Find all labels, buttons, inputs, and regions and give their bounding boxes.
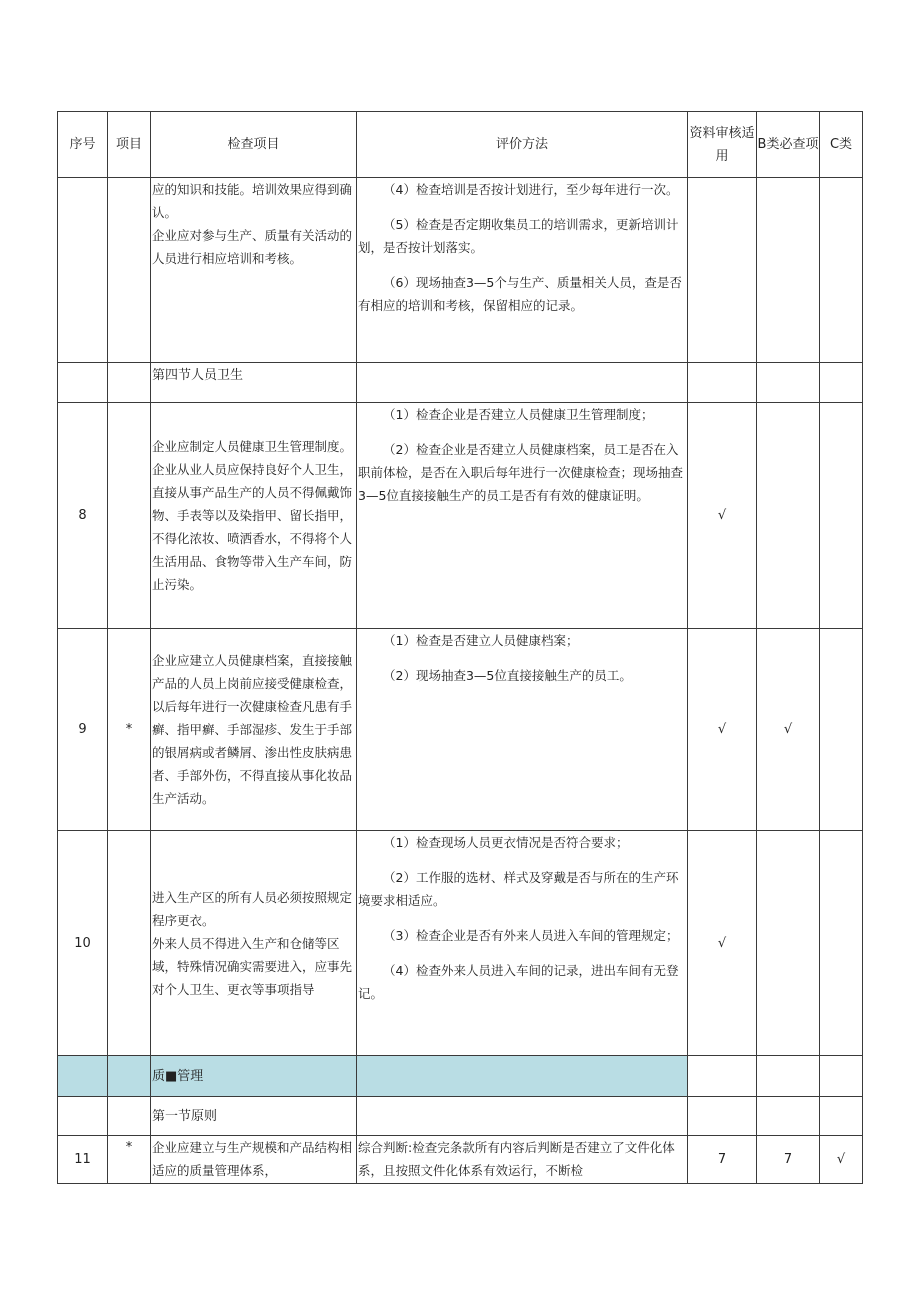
method-cell: （1）检查企业是否建立人员健康卫生管理制度； （2）检查企业是否建立人员健康档案，员工是否在入职前体检，是否在入职后每年进行一次健康检查；现场抽查3—5位直接接触生产的员工是否有有效的健康证明。 bbox=[357, 403, 688, 629]
method-cell: （1）检查现场人员更衣情况是否符合要求； （2）工作服的选材、样式及穿戴是否与所在的生产环境要求相适应。 （3）检查企业是否有外来人员进入车间的管理规定； （4）检查外来人员进入车间的记录，进出车间有无登记。 bbox=[357, 831, 688, 1056]
seq-cell: 11 bbox=[58, 1136, 108, 1184]
inspection-table bbox=[57, 111, 863, 1184]
header-row bbox=[58, 112, 863, 178]
doc-review-check: √ bbox=[688, 629, 757, 831]
key-item-star: * bbox=[108, 629, 151, 831]
doc-review-check: √ bbox=[688, 403, 757, 629]
header-check-item: 检查项目 bbox=[151, 112, 357, 178]
section-title: 第四节人员卫生 bbox=[151, 363, 357, 403]
section-title: 第一节原则 bbox=[151, 1097, 357, 1136]
doc-review-value: 7 bbox=[688, 1136, 757, 1184]
table-row bbox=[58, 403, 863, 629]
b-required-value: 7 bbox=[757, 1136, 820, 1184]
key-item-star: * bbox=[108, 1136, 151, 1184]
seq-cell: 9 bbox=[58, 629, 108, 831]
method-cell: （4）检查培训是否按计划进行，至少每年进行一次。 （5）检查是否定期收集员工的培训需求，更新培训计划，是否按计划落实。 （6）现场抽查3—5个与生产、质量相关人员，查是否有相应的培训和考核，保留相应的记录。 bbox=[357, 178, 688, 363]
method-cell: 综合判断:检查完条款所有内容后判断是否建立了文件化体系，且按照文件化体系有效运行，不断检 bbox=[357, 1136, 688, 1184]
table-row bbox=[58, 1136, 863, 1184]
chapter-row bbox=[58, 1056, 863, 1097]
doc-review-check: √ bbox=[688, 831, 757, 1056]
chapter-title: 质■管理 bbox=[151, 1056, 357, 1097]
check-item-cell: 企业应建立与生产规模和产品结构相适应的质量管理体系， bbox=[151, 1136, 357, 1184]
check-item-cell: 企业应建立人员健康档案，直接接触产品的人员上岗前应接受健康检查，以后每年进行一次健康检查凡患有手癣、指甲癣、手部湿疹、发生于手部的银屑病或者鳞屑、渗出性皮肤病患者、手部外伤，不得直接从事化妆品生产活动。 bbox=[151, 629, 357, 831]
check-item-cell: 企业应制定人员健康卫生管理制度。 企业从业人员应保持良好个人卫生，直接从事产品生产的人员不得佩戴饰物、手表等以及染指甲、留长指甲，不得化浓妆、喷洒香水，不得将个人生活用品、食物等带入生产车间，防止污染。 bbox=[151, 403, 357, 629]
c-class-check: √ bbox=[820, 1136, 863, 1184]
table-row bbox=[58, 629, 863, 831]
check-item-cell: 进入生产区的所有人员必须按照规定程序更衣。 外来人员不得进入生产和仓储等区域，特殊情况确实需要进入，应事先对个人卫生、更衣等事项指导 bbox=[151, 831, 357, 1056]
b-required-check: √ bbox=[757, 629, 820, 831]
seq-cell: 8 bbox=[58, 403, 108, 629]
seq-cell: 10 bbox=[58, 831, 108, 1056]
method-cell: （1）检查是否建立人员健康档案； （2）现场抽查3—5位直接接触生产的员工。 bbox=[357, 629, 688, 831]
header-item-no: 项目 bbox=[108, 112, 151, 178]
table-row bbox=[58, 178, 863, 363]
header-b-required: B类必查项 bbox=[757, 112, 820, 178]
header-doc-review: 资料审核适用 bbox=[688, 112, 757, 178]
section-row bbox=[58, 1097, 863, 1136]
section-row bbox=[58, 363, 863, 403]
header-seq: 序号 bbox=[58, 112, 108, 178]
table-row bbox=[58, 831, 863, 1056]
header-eval-method: 评价方法 bbox=[357, 112, 688, 178]
header-c-class: C类 bbox=[820, 112, 863, 178]
check-item-cell: 应的知识和技能。培训效果应得到确认。 企业应对参与生产、质量有关活动的人员进行相应培训和考核。 bbox=[151, 178, 357, 363]
